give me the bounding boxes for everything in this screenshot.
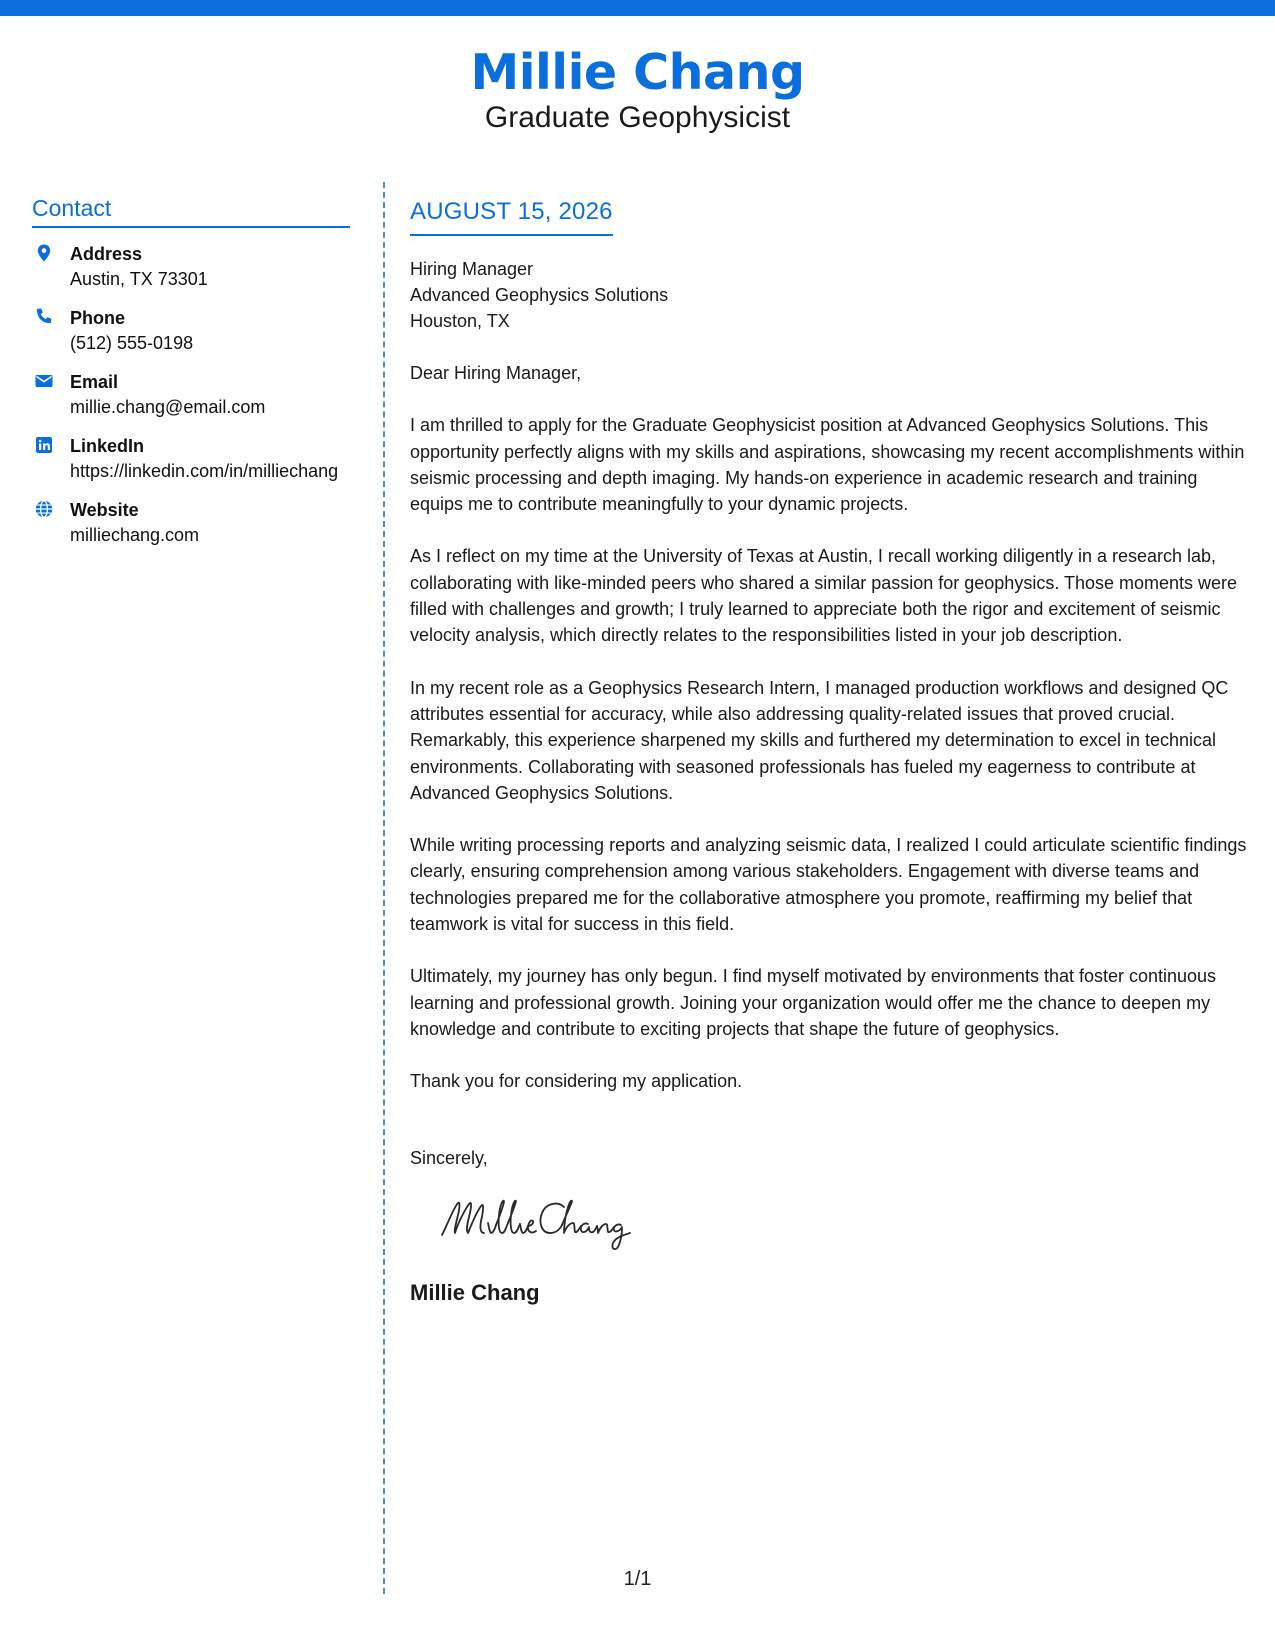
job-title: Graduate Geophysicist	[484, 101, 791, 134]
applicant-name: Millie Chang	[470, 44, 805, 101]
salutation: Dear Hiring Manager,	[410, 363, 582, 383]
contact-label: Email	[70, 372, 119, 392]
letter-date: AUGUST 15, 2026	[410, 196, 613, 236]
closing: Sincerely,	[410, 1147, 488, 1168]
handwritten-signature	[438, 1193, 1250, 1263]
contact-label: LinkedIn	[70, 436, 145, 456]
address-value: Austin, TX 73301	[70, 269, 208, 289]
recipient-line: Advanced Geophysics Solutions	[410, 285, 669, 305]
linkedin-value[interactable]: https://linkedin.com/in/milliechang	[70, 461, 339, 481]
envelope-icon	[34, 371, 54, 391]
email-value[interactable]: millie.chang@email.com	[70, 397, 266, 417]
contact-sidebar	[32, 194, 350, 548]
contact-item-phone	[32, 306, 350, 356]
contact-label: Phone	[70, 308, 126, 328]
letter-paragraph: Thank you for considering my application.	[410, 1071, 743, 1092]
signer-name: Millie Chang	[410, 1279, 540, 1305]
linkedin-icon	[34, 435, 54, 455]
globe-icon	[34, 499, 54, 519]
contact-heading: Contact	[32, 194, 350, 228]
column-divider	[383, 182, 385, 1594]
recipient-line: Houston, TX	[410, 311, 510, 331]
contact-item-website	[32, 498, 350, 548]
page-number: 1/1	[623, 1568, 652, 1590]
letter-paragraph: In my recent role as a Geophysics Research Intern, I managed production workflows and designed QC attributes essential for accuracy, while also addressing quality-related issues that proved crucial. Remarkably, this experience sharpened my skills and furthered my determination to excel in technical environments. Collaborating with seasoned professionals has fueled my eagerness to contribute at Advanced Geophysics Solutions.	[410, 677, 1229, 803]
phone-icon	[34, 307, 54, 327]
contact-label: Address	[70, 244, 143, 264]
contact-item-email	[32, 370, 350, 420]
recipient-line: Hiring Manager	[410, 259, 534, 279]
resume-header	[0, 40, 1275, 136]
contact-item-address	[32, 242, 350, 292]
letter-paragraph: I am thrilled to apply for the Graduate Geophysicist position at Advanced Geophysics Solutions. This opportunity perfectly aligns with my skills and aspirations, showcasing my recent accomplishments within seismic processing and depth imaging. My hands-on experience in academic research and training equips me to contribute meaningfully to your dynamic projects.	[410, 415, 1245, 515]
letter-paragraph: While writing processing reports and analyzing seismic data, I realized I could articulate scientific findings clearly, ensuring comprehension among various stakeholders. Engagement with diverse teams and technologies prepared me for the collaborative atmosphere you promote, reaffirming my belief that teamwork is vital for success in this field.	[410, 835, 1247, 935]
letter-paragraph: Ultimately, my journey has only begun. I find myself motivated by environments that foster continuous learning and professional growth. Joining your organization would offer me the chance to deepen my knowledge and contribute to exciting projects that shape the future of geophysics.	[410, 966, 1217, 1039]
contact-item-linkedin	[32, 434, 350, 484]
location-pin-icon	[34, 243, 54, 263]
contact-list	[32, 242, 350, 548]
top-accent-bar	[0, 0, 1275, 16]
phone-value: (512) 555-0198	[70, 333, 194, 353]
letter-paragraph: As I reflect on my time at the University of Texas at Austin, I recall working diligently in a research lab, collaborating with like-minded peers who shared a similar passion for geophysics. Those moments were filled with challenges and growth; I truly learned to appreciate both the rigor and excitement of seismic velocity analysis, which directly relates to the responsibilities listed in your job description.	[410, 546, 1238, 646]
recipient-block	[410, 256, 1250, 334]
letter-body	[410, 196, 1250, 1307]
contact-label: Website	[70, 500, 139, 520]
website-value[interactable]: milliechang.com	[70, 525, 200, 545]
